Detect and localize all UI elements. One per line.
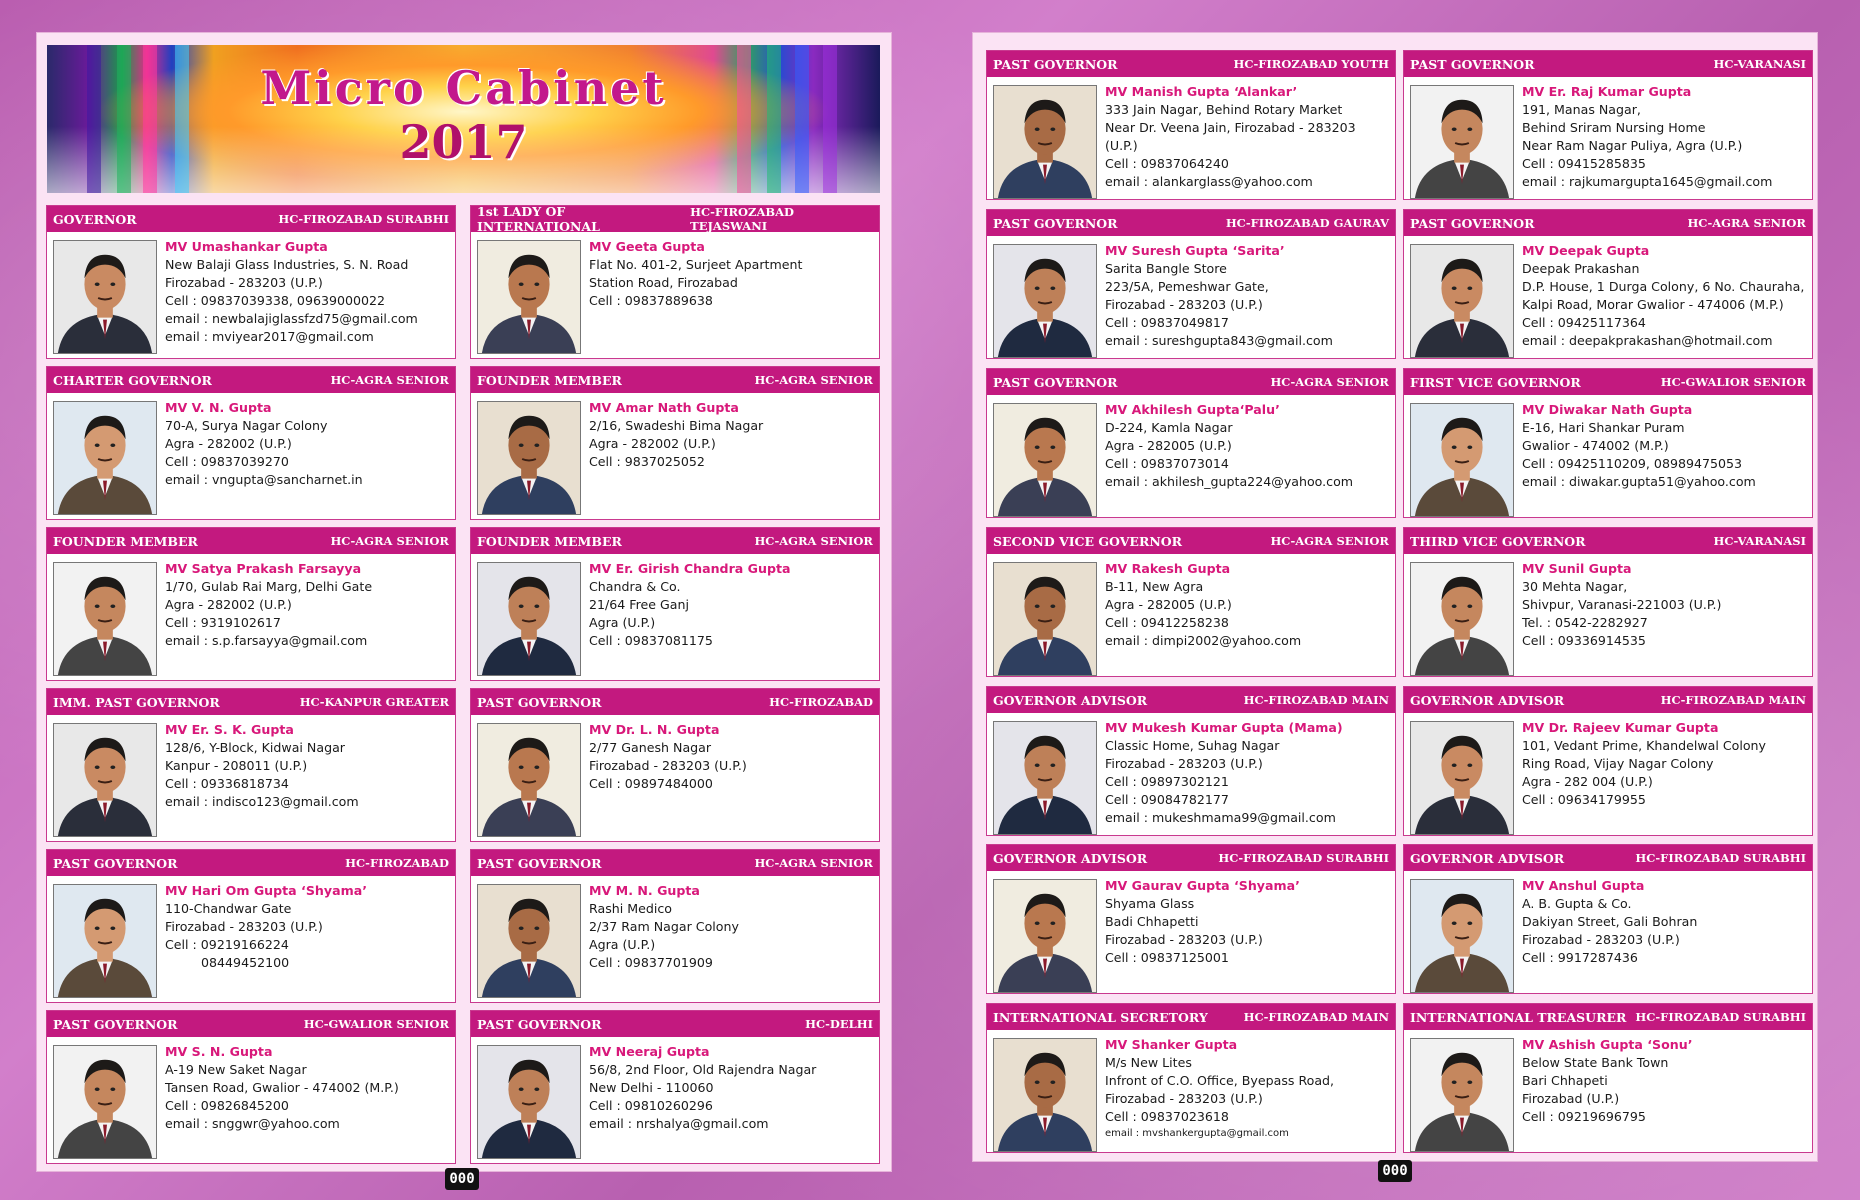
card-header — [47, 850, 455, 876]
banner-year: 2017 — [399, 115, 528, 169]
member-info — [165, 399, 449, 489]
card-header — [1404, 845, 1812, 871]
page-number-left: 000 — [445, 1168, 479, 1190]
member-detail-line: Cell : 09837073014 — [1105, 456, 1229, 471]
member-name: MV Umashankar Gupta — [165, 239, 328, 254]
member-card — [1403, 844, 1813, 994]
member-detail-line: Agra (U.P.) — [589, 615, 656, 630]
member-name: MV Rakesh Gupta — [1105, 561, 1231, 576]
member-detail-line: Cell : 09837081175 — [589, 633, 713, 648]
card-header — [987, 845, 1395, 871]
member-detail-line: Cell : 09826845200 — [165, 1098, 289, 1113]
member-role: PAST GOVERNOR — [477, 855, 602, 871]
member-detail-line: Cell : 9319102617 — [165, 615, 281, 630]
member-detail-line: Cell : 09425117364 — [1522, 315, 1646, 330]
member-photo — [993, 562, 1097, 676]
member-name: MV V. N. Gupta — [165, 400, 272, 415]
member-detail-line: D.P. House, 1 Durga Colony, 6 No. Chauraha, — [1522, 279, 1805, 294]
card-header — [987, 1004, 1395, 1030]
member-region: HC-FIROZABAD YOUTH — [1233, 57, 1389, 71]
member-photo — [1410, 1038, 1514, 1152]
member-detail-line: Infront of C.O. Office, Byepass Road, — [1105, 1073, 1335, 1088]
member-name: MV Satya Prakash Farsayya — [165, 561, 362, 576]
member-role: GOVERNOR ADVISOR — [993, 692, 1148, 708]
member-detail-line: Kanpur - 208011 (U.P.) — [165, 758, 308, 773]
member-detail-line: Agra (U.P.) — [589, 937, 656, 952]
member-detail-line: Sarita Bangle Store — [1105, 261, 1227, 276]
banner — [47, 45, 880, 193]
member-photo — [477, 401, 581, 515]
member-region: HC-AGRA SENIOR — [754, 856, 873, 870]
member-region: HC-FIROZABAD GAURAV — [1225, 216, 1389, 230]
member-detail-line: Cell : 09634179955 — [1522, 792, 1646, 807]
card-header — [47, 367, 455, 393]
member-name: MV Neeraj Gupta — [589, 1044, 710, 1059]
member-role: THIRD VICE GOVERNOR — [1410, 533, 1586, 549]
member-region: HC-FIROZABAD — [769, 695, 873, 709]
member-photo — [993, 879, 1097, 993]
member-detail-line: Firozabad - 283203 (U.P.) — [1105, 932, 1263, 947]
member-detail-line: 2/16, Swadeshi Bima Nagar — [589, 418, 764, 433]
card-header — [471, 1011, 879, 1037]
member-detail-line: Cell : 9917287436 — [1522, 950, 1638, 965]
card-header — [1404, 51, 1812, 77]
member-card — [986, 209, 1396, 359]
member-card — [1403, 527, 1813, 677]
card-header — [1404, 528, 1812, 554]
member-detail-line: 1/70, Gulab Rai Marg, Delhi Gate — [165, 579, 373, 594]
member-detail-line: Ring Road, Vijay Nagar Colony — [1522, 756, 1714, 771]
member-card — [1403, 686, 1813, 836]
member-detail-line: Near Ram Nagar Puliya, Agra (U.P.) — [1522, 138, 1743, 153]
member-detail-line: Agra - 282005 (U.P.) — [1105, 597, 1232, 612]
member-detail-line: Station Road, Firozabad — [589, 275, 738, 290]
card-header — [47, 689, 455, 715]
member-photo — [53, 723, 157, 837]
member-detail-line: email : mvshankergupta@gmail.com — [1105, 1128, 1289, 1139]
member-card — [46, 205, 456, 359]
member-detail-line: A-19 New Saket Nagar — [165, 1062, 307, 1077]
member-card — [986, 844, 1396, 994]
member-name: MV Sunil Gupta — [1522, 561, 1632, 576]
member-photo — [993, 1038, 1097, 1152]
member-detail-line: 30 Mehta Nagar, — [1522, 579, 1628, 594]
member-detail-line: E-16, Hari Shankar Puram — [1522, 420, 1685, 435]
member-region: HC-KANPUR GREATER — [299, 695, 449, 709]
member-name: MV Ashish Gupta ‘Sonu’ — [1522, 1037, 1693, 1052]
member-name: MV M. N. Gupta — [589, 883, 700, 898]
card-header — [471, 206, 879, 232]
member-detail-line: Rashi Medico — [589, 901, 672, 916]
member-detail-line: email : nrshalya@gmail.com — [589, 1116, 769, 1131]
member-detail-line: Bari Chhapeti — [1522, 1073, 1608, 1088]
member-photo — [53, 401, 157, 515]
member-detail-line: Gwalior - 474002 (M.P.) — [1522, 438, 1669, 453]
member-info — [165, 882, 449, 972]
member-info — [1522, 242, 1806, 350]
member-role: GOVERNOR ADVISOR — [993, 850, 1148, 866]
member-card — [470, 1010, 880, 1164]
member-name: MV Er. Raj Kumar Gupta — [1522, 84, 1692, 99]
member-detail-line: Cell : 09837039270 — [165, 454, 289, 469]
card-header — [987, 528, 1395, 554]
member-card — [470, 849, 880, 1003]
card-header — [987, 369, 1395, 395]
member-card — [46, 849, 456, 1003]
member-detail-line: Firozabad - 283203 (U.P.) — [589, 758, 747, 773]
member-detail-line: email : mviyear2017@gmail.com — [165, 329, 374, 344]
member-card — [1403, 368, 1813, 518]
member-name: MV Mukesh Kumar Gupta (Mama) — [1105, 720, 1343, 735]
member-detail-line: Cell : 09425110209, 08989475053 — [1522, 456, 1743, 471]
member-info — [589, 721, 873, 793]
member-detail-line: Agra - 282 004 (U.P.) — [1522, 774, 1653, 789]
member-photo — [53, 562, 157, 676]
member-photo — [1410, 403, 1514, 517]
member-detail-line: Kalpi Road, Morar Gwalior - 474006 (M.P.) — [1522, 297, 1784, 312]
member-detail-line: 08449452100 — [201, 955, 290, 970]
member-detail-line: Firozabad - 283203 (U.P.) — [1522, 932, 1680, 947]
member-detail-line: email : dimpi2002@yahoo.com — [1105, 633, 1302, 648]
member-detail-line: A. B. Gupta & Co. — [1522, 896, 1632, 911]
member-region: HC-VARANASI — [1713, 534, 1806, 548]
member-photo — [477, 723, 581, 837]
member-card — [46, 527, 456, 681]
member-role: GOVERNOR ADVISOR — [1410, 692, 1565, 708]
member-detail-line: Cell : 09837701909 — [589, 955, 713, 970]
member-detail-line: email : mukeshmama99@gmail.com — [1105, 810, 1336, 825]
member-detail-line: Shivpur, Varanasi-221003 (U.P.) — [1522, 597, 1722, 612]
member-role: PAST GOVERNOR — [1410, 215, 1535, 231]
member-info — [165, 721, 449, 811]
member-name: MV Deepak Gupta — [1522, 243, 1650, 258]
member-role: IMM. PAST GOVERNOR — [53, 694, 220, 710]
member-photo — [1410, 562, 1514, 676]
member-role: FOUNDER MEMBER — [477, 533, 622, 549]
member-card — [986, 368, 1396, 518]
member-info — [1522, 1036, 1806, 1126]
member-detail-line: 191, Manas Nagar, — [1522, 102, 1641, 117]
card-header — [1404, 210, 1812, 236]
member-detail-line: 223/5A, Pemeshwar Gate, — [1105, 279, 1269, 294]
member-name: MV Dr. Rajeev Kumar Gupta — [1522, 720, 1719, 735]
card-header — [987, 687, 1395, 713]
member-region: HC-FIROZABAD SURABHI — [1635, 851, 1806, 865]
member-detail-line: Cell : 09415285835 — [1522, 156, 1646, 171]
member-detail-line: 333 Jain Nagar, Behind Rotary Market — [1105, 102, 1343, 117]
member-photo — [1410, 85, 1514, 199]
member-role: INTERNATIONAL SECRETORY — [993, 1009, 1208, 1025]
member-detail-line: Firozabad - 283203 (U.P.) — [1105, 756, 1263, 771]
member-info — [1522, 83, 1806, 191]
member-detail-line: email : alankarglass@yahoo.com — [1105, 174, 1313, 189]
member-card — [986, 527, 1396, 677]
member-detail-line: Agra - 282002 (U.P.) — [165, 436, 292, 451]
member-detail-line: 2/37 Ram Nagar Colony — [589, 919, 739, 934]
member-detail-line: Cell : 09412258238 — [1105, 615, 1229, 630]
member-region: HC-VARANASI — [1713, 57, 1806, 71]
member-detail-line: Cell : 09837023618 — [1105, 1109, 1229, 1124]
member-detail-line: Firozabad - 283203 (U.P.) — [165, 275, 323, 290]
member-region: HC-AGRA SENIOR — [754, 373, 873, 387]
card-header — [47, 528, 455, 554]
member-name: MV Shanker Gupta — [1105, 1037, 1238, 1052]
member-detail-line: Firozabad - 283203 (U.P.) — [1105, 1091, 1263, 1106]
member-name: MV Geeta Gupta — [589, 239, 705, 254]
member-detail-line: 2/77 Ganesh Nagar — [589, 740, 712, 755]
member-photo — [53, 240, 157, 354]
member-role: PAST GOVERNOR — [477, 694, 602, 710]
member-detail-line: Agra - 282005 (U.P.) — [1105, 438, 1232, 453]
member-name: MV Er. S. K. Gupta — [165, 722, 294, 737]
member-info — [1105, 877, 1389, 967]
member-detail-line: Firozabad - 283203 (U.P.) — [165, 919, 323, 934]
member-photo — [477, 884, 581, 998]
card-header — [471, 367, 879, 393]
member-detail-line: Chandra & Co. — [589, 579, 681, 594]
member-info — [589, 560, 873, 650]
member-detail-line: Cell : 09219166224 — [165, 937, 289, 952]
member-card — [470, 366, 880, 520]
member-name: MV S. N. Gupta — [165, 1044, 273, 1059]
card-header — [471, 689, 879, 715]
member-detail-line: Cell : 09810260296 — [589, 1098, 713, 1113]
member-detail-line: 70-A, Surya Nagar Colony — [165, 418, 328, 433]
member-info — [1522, 877, 1806, 967]
member-card — [1403, 209, 1813, 359]
member-region: HC-FIROZABAD SURABHI — [1218, 851, 1389, 865]
member-info — [1105, 560, 1389, 650]
member-card — [470, 688, 880, 842]
member-role: GOVERNOR — [53, 211, 137, 227]
member-detail-line: Agra - 282002 (U.P.) — [165, 597, 292, 612]
member-detail-line: Classic Home, Suhag Nagar — [1105, 738, 1280, 753]
member-detail-line: email : deepakprakashan@hotmail.com — [1522, 333, 1773, 348]
member-photo — [993, 85, 1097, 199]
member-info — [589, 399, 873, 471]
member-role: FOUNDER MEMBER — [477, 372, 622, 388]
member-region: HC-FIROZABAD TEJASWANI — [690, 205, 794, 233]
member-detail-line: 110-Chandwar Gate — [165, 901, 292, 916]
member-photo — [993, 721, 1097, 835]
member-card — [46, 688, 456, 842]
member-detail-line: Cell : 09837049817 — [1105, 315, 1229, 330]
member-name: MV Amar Nath Gupta — [589, 400, 739, 415]
member-role: FIRST VICE GOVERNOR — [1410, 374, 1581, 390]
card-header — [1404, 687, 1812, 713]
member-detail-line: New Balaji Glass Industries, S. N. Road — [165, 257, 409, 272]
member-region: HC-GWALIOR SENIOR — [303, 1017, 449, 1031]
member-photo — [53, 884, 157, 998]
member-detail-line: email : vngupta@sancharnet.in — [165, 472, 363, 487]
member-detail-line: Cell : 09336914535 — [1522, 633, 1646, 648]
member-name: MV Anshul Gupta — [1522, 878, 1645, 893]
member-detail-line: Tansen Road, Gwalior - 474002 (M.P.) — [165, 1080, 399, 1095]
card-header — [471, 850, 879, 876]
member-card — [46, 1010, 456, 1164]
card-header — [47, 206, 455, 232]
member-region: HC-AGRA SENIOR — [754, 534, 873, 548]
member-detail-line: email : newbalajiglassfzd75@gmail.com — [165, 311, 418, 326]
member-info — [1105, 401, 1389, 491]
member-card — [986, 50, 1396, 200]
member-detail-line: Near Dr. Veena Jain, Firozabad - 283203 (U.P.) — [1105, 120, 1356, 153]
member-name: MV Hari Om Gupta ‘Shyama’ — [165, 883, 367, 898]
member-region: HC-FIROZABAD MAIN — [1243, 1010, 1389, 1024]
member-info — [165, 1043, 449, 1133]
member-detail-line: 101, Vedant Prime, Khandelwal Colony — [1522, 738, 1766, 753]
member-info — [1522, 719, 1806, 809]
card-header — [47, 1011, 455, 1037]
member-role: CHARTER GOVERNOR — [53, 372, 212, 388]
banner-title: Micro Cabinet — [260, 61, 667, 115]
member-detail-line: Agra - 282002 (U.P.) — [589, 436, 716, 451]
member-info — [165, 238, 449, 346]
member-detail-line: Firozabad - 283203 (U.P.) — [1105, 297, 1263, 312]
member-region: HC-AGRA SENIOR — [330, 373, 449, 387]
member-name: MV Akhilesh Gupta‘Palu’ — [1105, 402, 1280, 417]
member-region: HC-DELHI — [805, 1017, 873, 1031]
member-card — [46, 366, 456, 520]
member-detail-line: Cell : 09897484000 — [589, 776, 713, 791]
member-info — [165, 560, 449, 650]
card-header — [1404, 369, 1812, 395]
member-photo — [477, 1045, 581, 1159]
member-role: GOVERNOR ADVISOR — [1410, 850, 1565, 866]
member-detail-line: 128/6, Y-Block, Kidwai Nagar — [165, 740, 345, 755]
member-detail-line: Flat No. 401-2, Surjeet Apartment — [589, 257, 803, 272]
member-info — [589, 238, 873, 310]
member-detail-line: Behind Sriram Nursing Home — [1522, 120, 1706, 135]
member-card — [470, 527, 880, 681]
member-region: HC-AGRA SENIOR — [1270, 534, 1389, 548]
member-role: PAST GOVERNOR — [1410, 56, 1535, 72]
member-detail-line: email : diwakar.gupta51@yahoo.com — [1522, 474, 1756, 489]
member-info — [1105, 719, 1389, 827]
member-name: MV Er. Girish Chandra Gupta — [589, 561, 791, 576]
member-detail-line: D-224, Kamla Nagar — [1105, 420, 1233, 435]
member-photo — [993, 244, 1097, 358]
member-card — [986, 1003, 1396, 1153]
member-photo — [1410, 244, 1514, 358]
member-info — [589, 882, 873, 972]
member-detail-line: Cell : 09336818734 — [165, 776, 289, 791]
member-photo — [993, 403, 1097, 517]
member-detail-line: Cell : 9837025052 — [589, 454, 705, 469]
member-detail-line: Cell : 09219696795 — [1522, 1109, 1646, 1124]
member-role: PAST GOVERNOR — [53, 855, 178, 871]
member-card — [1403, 50, 1813, 200]
member-photo — [53, 1045, 157, 1159]
member-name: MV Gaurav Gupta ‘Shyama’ — [1105, 878, 1300, 893]
member-card — [986, 686, 1396, 836]
member-photo — [1410, 879, 1514, 993]
member-detail-line: Cell : 09084782177 — [1105, 792, 1229, 807]
member-role: PAST GOVERNOR — [53, 1016, 178, 1032]
card-header — [987, 51, 1395, 77]
member-photo — [477, 562, 581, 676]
member-card — [470, 205, 880, 359]
member-info — [1105, 83, 1389, 191]
member-detail-line: Tel. : 0542-2282927 — [1522, 615, 1648, 630]
member-detail-line: email : sureshgupta843@gmail.com — [1105, 333, 1333, 348]
member-card — [1403, 1003, 1813, 1153]
member-name: MV Diwakar Nath Gupta — [1522, 402, 1693, 417]
member-detail-line: 56/8, 2nd Floor, Old Rajendra Nagar — [589, 1062, 817, 1077]
page-number-right: 000 — [1378, 1160, 1412, 1182]
member-detail-line: Firozabad (U.P.) — [1522, 1091, 1620, 1106]
card-header — [1404, 1004, 1812, 1030]
member-region: HC-FIROZABAD MAIN — [1660, 693, 1806, 707]
member-photo — [477, 240, 581, 354]
member-region: HC-AGRA SENIOR — [1270, 375, 1389, 389]
member-detail-line: Shyama Glass — [1105, 896, 1195, 911]
member-role: SECOND VICE GOVERNOR — [993, 533, 1183, 549]
member-detail-line: email : indisco123@gmail.com — [165, 794, 359, 809]
member-info — [1105, 242, 1389, 350]
member-region: HC-FIROZABAD SURABHI — [1635, 1010, 1806, 1024]
member-role: PAST GOVERNOR — [477, 1016, 602, 1032]
member-detail-line: Cell : 09837889638 — [589, 293, 713, 308]
member-region: HC-FIROZABAD — [345, 856, 449, 870]
member-detail-line: Cell : 09837039338, 09639000022 — [165, 293, 386, 308]
member-detail-line: email : snggwr@yahoo.com — [165, 1116, 340, 1131]
member-detail-line: Cell : 09837064240 — [1105, 156, 1229, 171]
member-role: FOUNDER MEMBER — [53, 533, 198, 549]
card-header — [987, 210, 1395, 236]
member-detail-line: email : rajkumargupta1645@gmail.com — [1522, 174, 1773, 189]
member-detail-line: Cell : 09837125001 — [1105, 950, 1229, 965]
member-name: MV Dr. L. N. Gupta — [589, 722, 720, 737]
member-region: HC-AGRA SENIOR — [330, 534, 449, 548]
member-role: INTERNATIONAL TREASURER — [1410, 1009, 1627, 1025]
member-info — [1105, 1036, 1389, 1142]
member-info — [1522, 401, 1806, 491]
member-info — [1522, 560, 1806, 650]
member-detail-line: email : akhilesh_gupta224@yahoo.com — [1105, 474, 1354, 489]
member-detail-line: Cell : 09897302121 — [1105, 774, 1229, 789]
member-detail-line: B-11, New Agra — [1105, 579, 1204, 594]
member-role: PAST GOVERNOR — [993, 374, 1118, 390]
member-role: PAST GOVERNOR — [993, 56, 1118, 72]
card-header — [471, 528, 879, 554]
member-detail-line: Badi Chhapetti — [1105, 914, 1199, 929]
member-name: MV Suresh Gupta ‘Sarita’ — [1105, 243, 1285, 258]
member-role: 1st LADY OF INTERNATIONAL — [477, 204, 600, 234]
member-region: HC-AGRA SENIOR — [1687, 216, 1806, 230]
member-name: MV Manish Gupta ‘Alankar’ — [1105, 84, 1298, 99]
member-region: HC-FIROZABAD SURABHI — [278, 212, 449, 226]
member-role: PAST GOVERNOR — [993, 215, 1118, 231]
member-detail-line: M/s New Lites — [1105, 1055, 1192, 1070]
member-detail-line: 21/64 Free Ganj — [589, 597, 689, 612]
member-detail-line: Below State Bank Town — [1522, 1055, 1669, 1070]
member-detail-line: Dakiyan Street, Gali Bohran — [1522, 914, 1698, 929]
member-info — [589, 1043, 873, 1133]
member-region: HC-FIROZABAD MAIN — [1243, 693, 1389, 707]
member-region: HC-GWALIOR SENIOR — [1660, 375, 1806, 389]
member-detail-line: Deepak Prakashan — [1522, 261, 1640, 276]
member-detail-line: New Delhi - 110060 — [589, 1080, 714, 1095]
member-photo — [1410, 721, 1514, 835]
member-detail-line: email : s.p.farsayya@gmail.com — [165, 633, 368, 648]
